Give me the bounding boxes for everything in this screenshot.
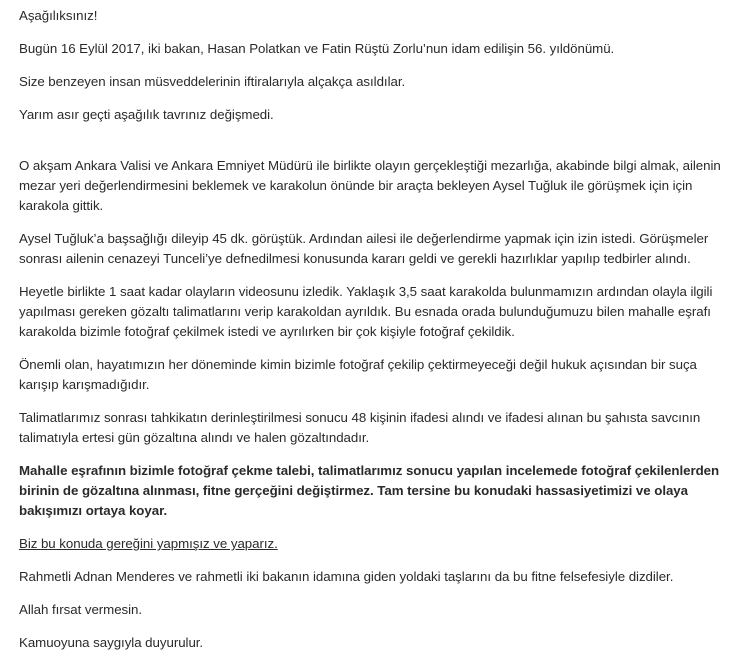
paragraph-half-century: Yarım asır geçti aşağılık tavrınız değişmedi.	[19, 107, 274, 122]
paragraph-underlined-wrapper	[19, 534, 734, 554]
paragraph-anniversary: Bugün 16 Eylül 2017, iki bakan, Hasan Polatkan ve Fatin Rüştü Zorlu’nun idam edilişin 56. yıldönümü.	[19, 41, 615, 56]
paragraph-condolence: Aysel Tuğluk’a başsağlığı dileyip 45 dk. görüştük. Ardından ailesi ile değerlendirme yapmak için izin istedi. Görüşmeler sonrası ailenin cenazeyi Tunceli’ye defnedilmesi konusunda kararı geldi ve gerekli hazırlıklar yapılıp tedbirler alındı.	[19, 231, 709, 266]
paragraph-video: Heyetle birlikte 1 saat kadar olayların videosunu izledik. Yaklaşık 3,5 saat karakolda bulunmamızın ardından olayla ilgili yapılması gereken gözaltı talimatlarını verip karakoldan ayrıldık. Bu esnada orada bulunduğumuzu bilen mahalle eşrafı karakolda bizimle fotoğraf çekilmek istedi ve ayrılırken bir çok kişiyle fotoğraf çekildik.	[19, 284, 713, 339]
paragraph-closing: Kamuoyuna saygıyla duyurulur.	[19, 635, 204, 650]
paragraph-bold-statement: Mahalle eşrafının bizimle fotoğraf çekme talebi, talimatlarımız sonucu yapılan incelemede fotoğraf çekilenlerden birinin de gözaltına alınması, fitne gerçeğini değiştirmez. Tam tersine bu konudaki hassasiyetimizi ve olaya bakışımızı ortaya koyar.	[19, 463, 720, 518]
paragraph-allah: Allah fırsat vermesin.	[19, 602, 143, 617]
paragraph-hanged: Size benzeyen insan müsveddelerinin iftiralarıyla alçakça asıldılar.	[19, 74, 406, 89]
paragraph-that-evening: O akşam Ankara Valisi ve Ankara Emniyet Müdürü ile birlikte olayın gerçekleştiği mezarlığa, akabinde bilgi almak, ailenin mezar yeri değerlendirmesini beklemek ve karakolun önünde bir araçta bekleyen Aysel Tuğluk ile görüşmek için için karakola gittik.	[19, 158, 721, 213]
paragraph-underlined: Biz bu konuda gereğini yapmışız ve yaparız.	[19, 536, 278, 551]
paragraph-investigation: Talimatlarımız sonrası tahkikatın derinleştirilmesi sonucu 48 kişinin ifadesi alındı ve ifadesi alınan bu şahısta savcının talimatıyla ertesi gün gözaltına alındı ve halen gözaltındadır.	[19, 410, 701, 445]
paragraph-greeting: Aşağılıksınız!	[19, 8, 98, 23]
paragraph-menderes: Rahmetli Adnan Menderes ve rahmetli iki bakanın idamına giden yoldaki taşlarını da bu fitne felsefesiyle dizdiler.	[19, 569, 674, 584]
paragraph-important: Önemli olan, hayatımızın her döneminde kimin bizimle fotoğraf çekilip çektirmeyeceği değil hukuk açısından bir suça karışıp karışmadığıdır.	[19, 357, 697, 392]
